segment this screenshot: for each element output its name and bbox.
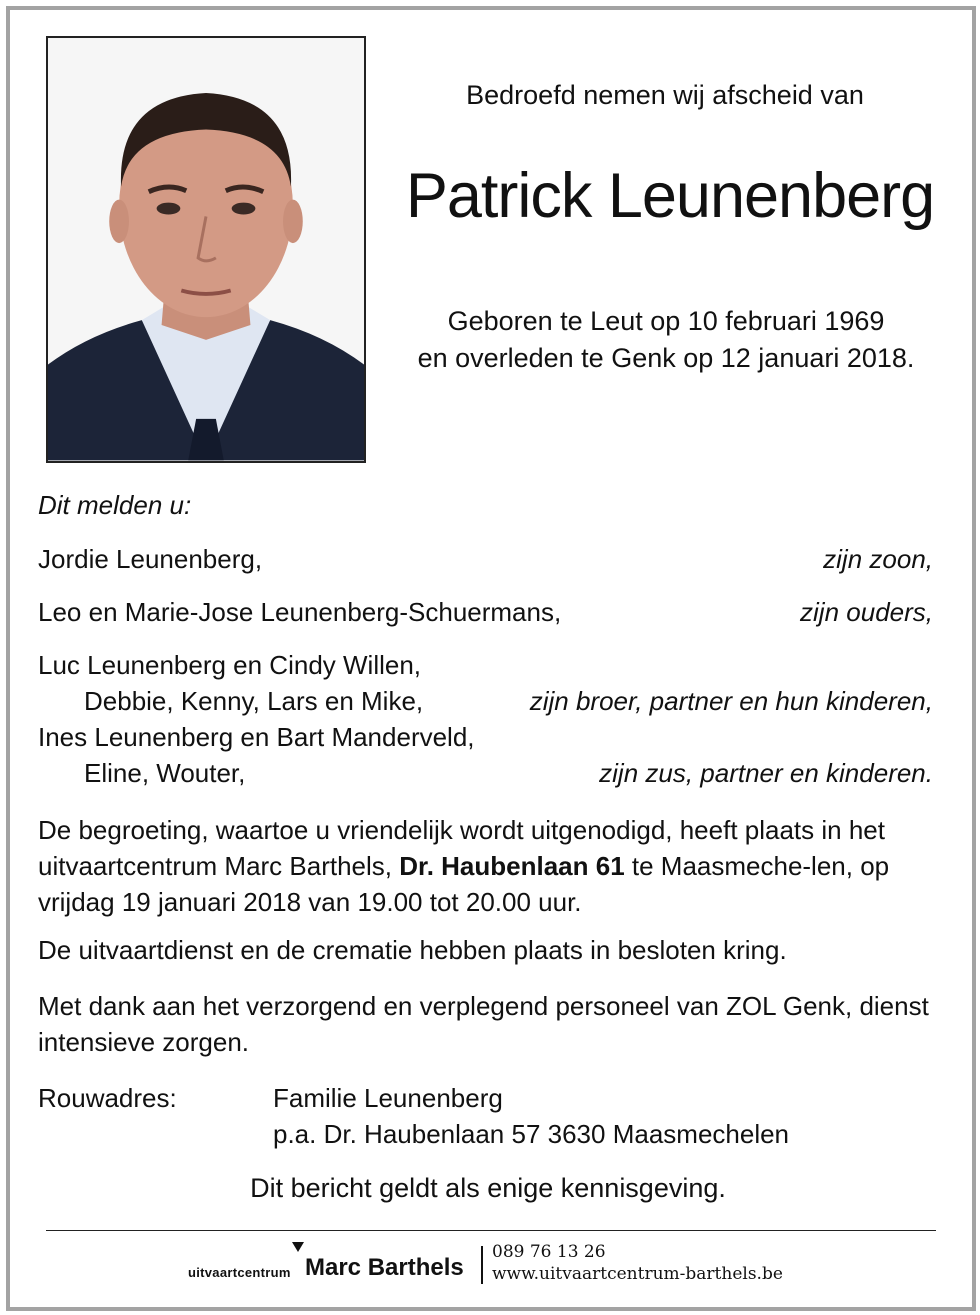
thanks-paragraph: Met dank aan het verzorgend en verplegend personeel van ZOL Genk, dienst intensieve zorgen. <box>38 991 929 1057</box>
announcer-row <box>38 686 933 720</box>
intro-text: Bedroefd nemen wij afscheid van <box>466 80 864 110</box>
announcer-row <box>38 722 933 756</box>
announcer-name: Jordie Leunenberg, <box>38 544 263 574</box>
announcer-name: Eline, Wouter, <box>84 758 246 788</box>
announcer-name: Ines Leunenberg en Bart Manderveld, <box>38 722 475 752</box>
footer-phone: 089 76 13 26 <box>492 1242 606 1262</box>
address-label: Rouwadres: <box>38 1083 177 1113</box>
announcer-row <box>38 544 933 578</box>
death-line: en overleden te Genk op 12 januari 2018. <box>417 343 915 373</box>
logo-triangle-icon <box>292 1242 304 1252</box>
service-paragraph: De uitvaartdienst en de crematie hebben plaats in besloten kring. <box>38 935 787 965</box>
announcer-relation: zijn ouders, <box>800 597 933 627</box>
announcer-row <box>38 650 933 684</box>
visitation-address: Dr. Haubenlaan 61 <box>399 851 625 881</box>
announcer-relation: zijn zus, partner en kinderen. <box>599 758 933 788</box>
birth-line: Geboren te Leut op 10 februari 1969 <box>447 306 885 336</box>
address-line-2: p.a. Dr. Haubenlaan 57 3630 Maasmechelen <box>273 1119 790 1149</box>
footer-separator <box>481 1246 483 1284</box>
announcer-name: Leo en Marie-Jose Leunenberg-Schuermans, <box>38 597 562 627</box>
footer-divider <box>46 1230 936 1231</box>
footer-small-label: uitvaartcentrum <box>188 1265 291 1280</box>
announcer-name: Luc Leunenberg en Cindy Willen, <box>38 650 422 680</box>
announcer-row <box>38 758 933 792</box>
deceased-name: Patrick Leunenberg <box>405 161 935 231</box>
visitation-text-b: te Maasmeche-len, op vrijdag 19 januari 2018 van 19.00 tot 20.00 uur. <box>38 851 890 917</box>
announcer-name: Debbie, Kenny, Lars en Mike, <box>84 686 424 716</box>
announcer-relation: zijn zoon, <box>823 544 933 574</box>
announcer-row <box>38 597 933 631</box>
announcers-heading: Dit melden u: <box>38 490 192 520</box>
visitation-paragraph <box>38 812 943 920</box>
address-line-1: Familie Leunenberg <box>273 1083 503 1113</box>
notice-text: Dit bericht geldt als enige kennisgeving. <box>250 1173 726 1203</box>
footer-website[interactable]: www.uitvaartcentrum-barthels.be <box>492 1264 783 1284</box>
portrait-photo <box>46 36 366 463</box>
visitation-text-a: De begroeting, waartoe u vriendelijk wordt uitgenodigd, heeft plaats in het uitvaartcentrum Marc Barthels, <box>38 815 885 881</box>
birth-death-text <box>400 303 932 377</box>
announcer-relation: zijn broer, partner en hun kinderen, <box>529 686 933 716</box>
footer-brand: Marc Barthels <box>305 1254 464 1281</box>
footer <box>0 1240 980 1290</box>
